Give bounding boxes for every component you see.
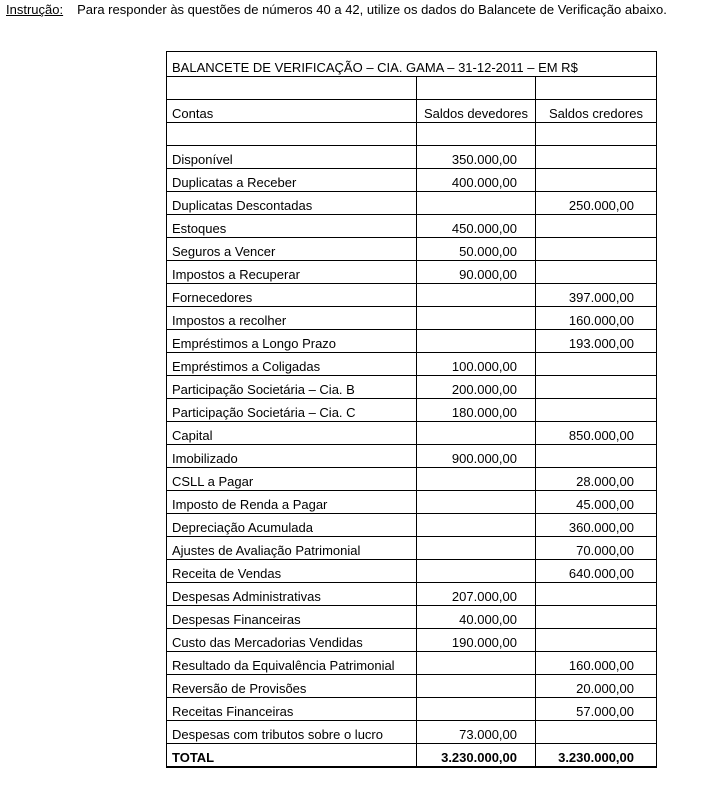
credit-value [536, 169, 657, 192]
credit-value [536, 629, 657, 652]
credit-value: 640.000,00 [536, 560, 657, 583]
table-row [167, 169, 657, 192]
credit-value: 45.000,00 [536, 491, 657, 514]
account-name: Imobilizado [167, 445, 417, 468]
credit-value [536, 215, 657, 238]
account-name: Despesas Financeiras [167, 606, 417, 629]
table-row [167, 606, 657, 629]
account-name: Participação Societária – Cia. B [167, 376, 417, 399]
credit-value: 28.000,00 [536, 468, 657, 491]
account-name: Empréstimos a Coligadas [167, 353, 417, 376]
header-credit: Saldos credores [536, 100, 657, 123]
debit-value [417, 491, 536, 514]
trial-balance-table [166, 51, 657, 768]
table-title-row [167, 52, 657, 77]
debit-value: 450.000,00 [417, 215, 536, 238]
table-row [167, 192, 657, 215]
account-name: Empréstimos a Longo Prazo [167, 330, 417, 353]
total-credit: 3.230.000,00 [536, 744, 657, 767]
debit-value: 207.000,00 [417, 583, 536, 606]
header-debit: Saldos devedores [417, 100, 536, 123]
table-row [167, 675, 657, 698]
account-name: Duplicatas Descontadas [167, 192, 417, 215]
debit-value [417, 422, 536, 445]
credit-value: 193.000,00 [536, 330, 657, 353]
spacer-row [167, 77, 657, 100]
debit-value: 400.000,00 [417, 169, 536, 192]
credit-value: 850.000,00 [536, 422, 657, 445]
spacer-row [167, 123, 657, 146]
credit-value: 57.000,00 [536, 698, 657, 721]
account-name: CSLL a Pagar [167, 468, 417, 491]
table-title: BALANCETE DE VERIFICAÇÃO – CIA. GAMA – 31-12-2011 – EM R$ [167, 52, 657, 77]
credit-value [536, 261, 657, 284]
table-row [167, 652, 657, 675]
table-row [167, 560, 657, 583]
debit-value [417, 192, 536, 215]
account-name: Impostos a recolher [167, 307, 417, 330]
table-row [167, 721, 657, 744]
account-name: Despesas com tributos sobre o lucro [167, 721, 417, 744]
account-name: Depreciação Acumulada [167, 514, 417, 537]
debit-value: 900.000,00 [417, 445, 536, 468]
debit-value [417, 284, 536, 307]
header-account: Contas [167, 100, 417, 123]
credit-value [536, 721, 657, 744]
debit-value: 350.000,00 [417, 146, 536, 169]
debit-value [417, 537, 536, 560]
account-name: Receitas Financeiras [167, 698, 417, 721]
debit-value: 73.000,00 [417, 721, 536, 744]
header-row [167, 100, 657, 123]
table-row [167, 399, 657, 422]
credit-value [536, 353, 657, 376]
table-row [167, 514, 657, 537]
credit-value: 397.000,00 [536, 284, 657, 307]
credit-value [536, 399, 657, 422]
table-row [167, 629, 657, 652]
account-name: Duplicatas a Receber [167, 169, 417, 192]
table-row [167, 537, 657, 560]
debit-value [417, 652, 536, 675]
credit-value: 250.000,00 [536, 192, 657, 215]
account-name: Disponível [167, 146, 417, 169]
debit-value [417, 560, 536, 583]
account-name: Participação Societária – Cia. C [167, 399, 417, 422]
table-row [167, 698, 657, 721]
credit-value [536, 238, 657, 261]
account-name: Ajustes de Avaliação Patrimonial [167, 537, 417, 560]
table-row [167, 583, 657, 606]
credit-value [536, 445, 657, 468]
credit-value: 70.000,00 [536, 537, 657, 560]
debit-value: 90.000,00 [417, 261, 536, 284]
credit-value [536, 376, 657, 399]
debit-value [417, 698, 536, 721]
table-row [167, 284, 657, 307]
table-row [167, 215, 657, 238]
table-row [167, 307, 657, 330]
credit-value [536, 583, 657, 606]
account-name: Reversão de Provisões [167, 675, 417, 698]
account-name: Capital [167, 422, 417, 445]
debit-value: 100.000,00 [417, 353, 536, 376]
account-name: Seguros a Vencer [167, 238, 417, 261]
trial-balance-body [167, 52, 657, 767]
table-row [167, 353, 657, 376]
credit-value: 360.000,00 [536, 514, 657, 537]
account-name: Fornecedores [167, 284, 417, 307]
debit-value [417, 307, 536, 330]
table-row [167, 330, 657, 353]
debit-value: 190.000,00 [417, 629, 536, 652]
debit-value: 50.000,00 [417, 238, 536, 261]
account-name: Custo das Mercadorias Vendidas [167, 629, 417, 652]
table-row [167, 376, 657, 399]
debit-value: 180.000,00 [417, 399, 536, 422]
debit-value: 200.000,00 [417, 376, 536, 399]
total-debit: 3.230.000,00 [417, 744, 536, 767]
account-name: Estoques [167, 215, 417, 238]
total-row [167, 744, 657, 767]
table-row [167, 261, 657, 284]
table-row [167, 422, 657, 445]
table-row [167, 146, 657, 169]
account-name: Impostos a Recuperar [167, 261, 417, 284]
credit-value: 20.000,00 [536, 675, 657, 698]
instruction-label: Instrução: [6, 2, 64, 17]
debit-value: 40.000,00 [417, 606, 536, 629]
table-row [167, 491, 657, 514]
total-label: TOTAL [167, 744, 417, 767]
credit-value [536, 606, 657, 629]
debit-value [417, 330, 536, 353]
debit-value [417, 675, 536, 698]
credit-value: 160.000,00 [536, 652, 657, 675]
debit-value [417, 514, 536, 537]
credit-value [536, 146, 657, 169]
table-row [167, 238, 657, 261]
account-name: Resultado da Equivalência Patrimonial [167, 652, 417, 675]
instruction-text: Para responder às questões de números 40 a 42, utilize os dados do Balancete de Verificação abaixo. [77, 2, 667, 17]
instruction [6, 2, 667, 17]
account-name: Imposto de Renda a Pagar [167, 491, 417, 514]
debit-value [417, 468, 536, 491]
account-name: Receita de Vendas [167, 560, 417, 583]
table-row [167, 468, 657, 491]
credit-value: 160.000,00 [536, 307, 657, 330]
table-row [167, 445, 657, 468]
account-name: Despesas Administrativas [167, 583, 417, 606]
